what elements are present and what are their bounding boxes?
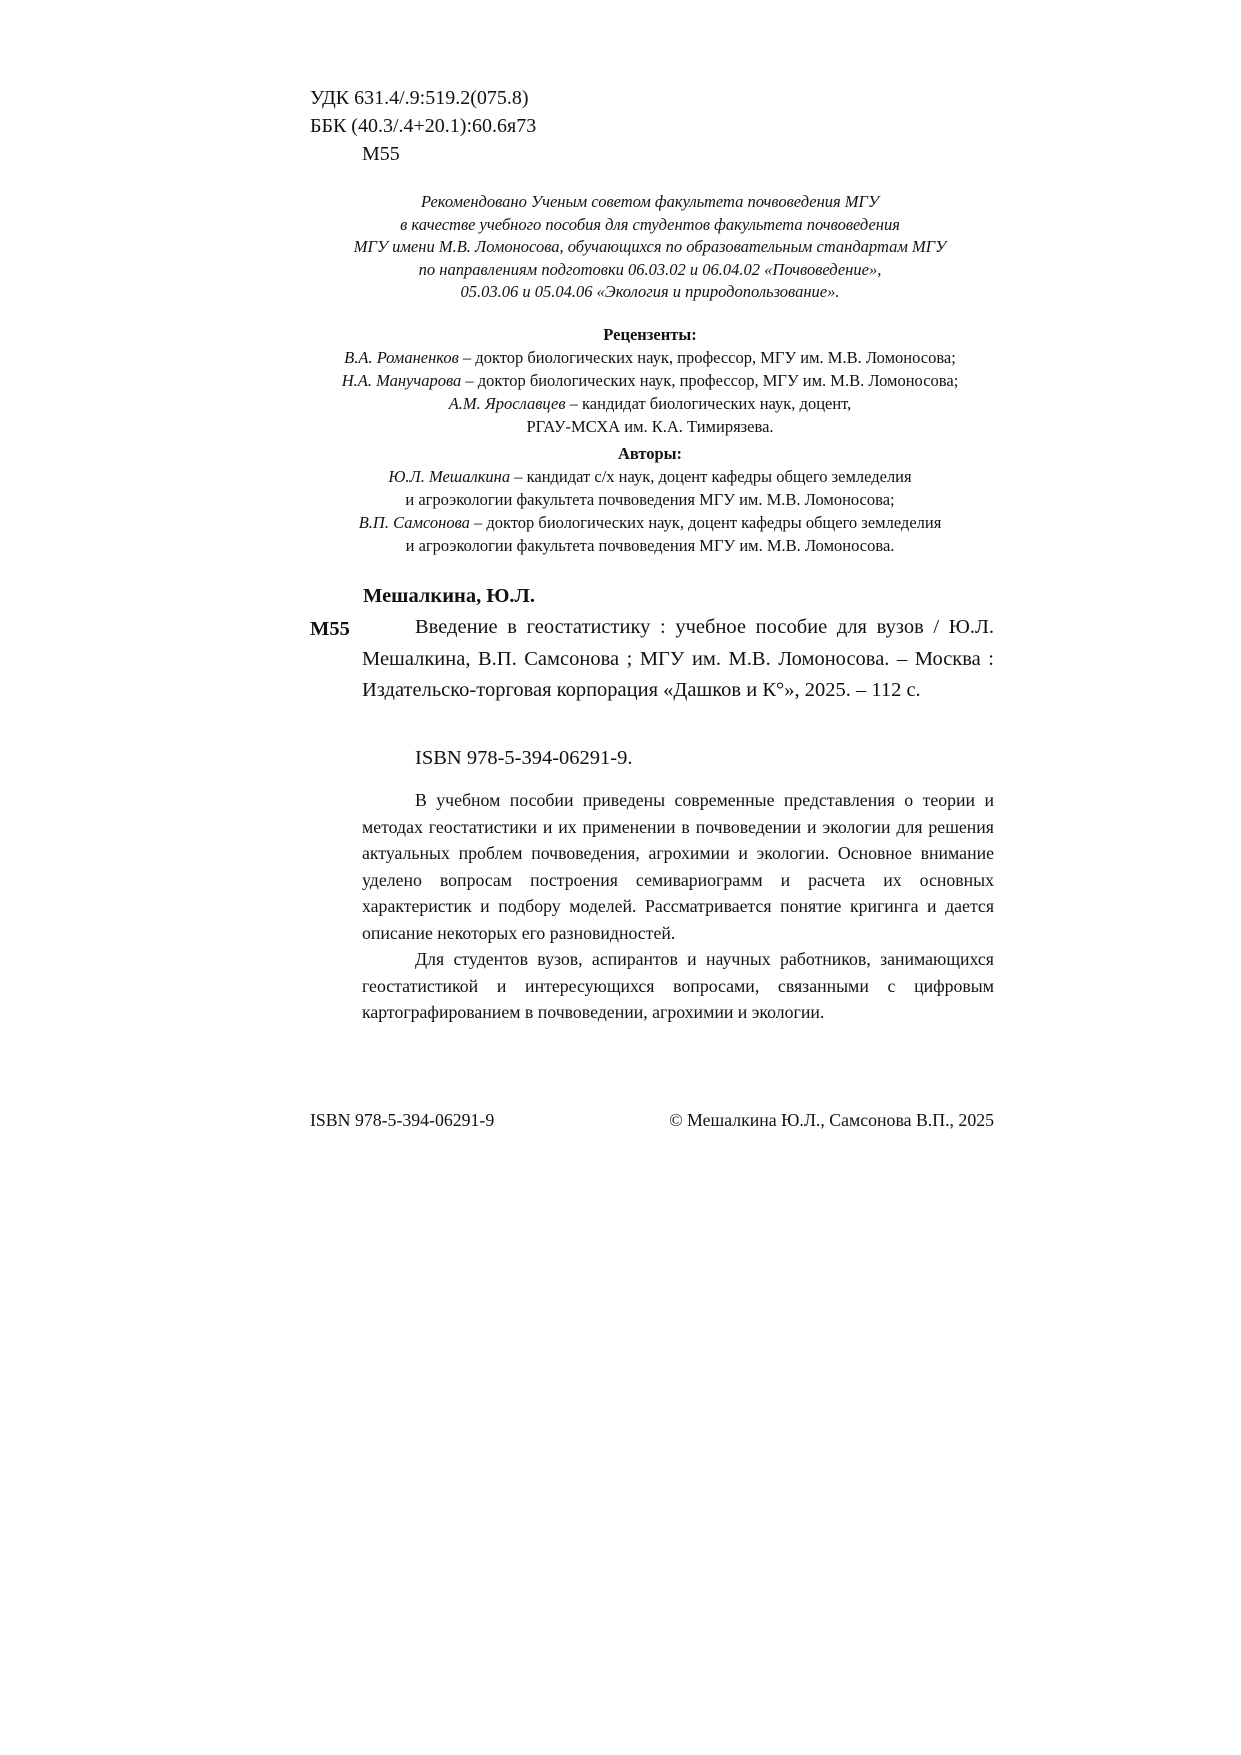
footer-copyright: © Мешалкина Ю.Л., Самсонова В.П., 2025 — [669, 1110, 994, 1130]
catalog-mark: М55 — [310, 618, 350, 640]
classification-codes — [310, 84, 536, 168]
recommendation-line: по направлениям подготовки 06.03.02 и 06.04.02 «Почвоведение», — [418, 259, 882, 279]
author-name: В.П. Самсонова — [358, 513, 470, 532]
authors-title: Авторы: — [617, 444, 683, 463]
author-line — [290, 465, 1010, 488]
abstract-paragraph: Для студентов вузов, аспирантов и научных работников, занимающихся геостатистикой и интересующихся вопросами, связанными с цифровым картографированием в почвоведении, агрохимии и экологии. — [362, 949, 994, 1022]
reviewer-description: – доктор биологических наук, профессор, МГУ им. М.В. Ломоносова; — [461, 371, 959, 390]
udk-code: УДК 631.4/.9:519.2(075.8) — [310, 87, 529, 109]
catalog-heading: Мешалкина, Ю.Л. — [363, 585, 535, 607]
recommendation-block — [290, 191, 1010, 304]
reviewers-title: Рецензенты: — [603, 325, 697, 344]
abstract-paragraph: В учебном пособии приведены современные представления о теории и методах геостатистики и их применении в почвоведении и экологии для решения актуальных проблем почвоведения, агрохимии и экологии. Основное внимание уделено вопросам построения семивариограмм и расчета их основных характеристик и подбору моделей. Рассматривается понятие кригинга и дается описание некоторых его разновидностей. — [362, 790, 994, 943]
reviewer-description: – доктор биологических наук, профессор, МГУ им. М.В. Ломоносова; — [458, 348, 956, 367]
author-description: – доктор биологических наук, доцент кафедры общего земледелия — [469, 513, 942, 532]
author-description: – кандидат с/х наук, доцент кафедры общего земледелия — [510, 467, 912, 486]
reviewer-name: В.А. Романенков — [344, 348, 459, 367]
reviewer-description: – кандидат биологических наук, доцент, — [565, 394, 852, 413]
bbk-code: ББК (40.3/.4+20.1):60.6я73 — [310, 115, 537, 137]
reviewer-line — [290, 346, 1010, 369]
footer-isbn: ISBN 978-5-394-06291-9 — [310, 1110, 495, 1130]
reviewer-line: РГАУ-МСХА им. К.А. Тимирязева. — [526, 417, 774, 436]
recommendation-line: МГУ имени М.В. Ломоносова, обучающихся по образовательным стандартам МГУ — [353, 237, 947, 256]
footer — [310, 1110, 994, 1131]
recommendation-line: 05.03.06 и 05.04.06 «Экология и природопользование». — [460, 282, 840, 301]
author-line — [290, 511, 1010, 534]
author-name: Ю.Л. Мешалкина — [388, 467, 511, 486]
author-line: и агроэкологии факультета почвоведения МГУ им. М.В. Ломоносова; — [405, 490, 895, 509]
authors-block — [290, 443, 1010, 557]
recommendation-line: в качестве учебного пособия для студентов факультета почвоведения — [400, 214, 900, 234]
abstract-block — [362, 787, 994, 1026]
reviewer-name: А.М. Ярославцев — [448, 394, 566, 413]
author-mark-code: М55 — [362, 143, 400, 165]
author-line: и агроэкологии факультета почвоведения МГУ им. М.В. Ломоносова. — [405, 536, 895, 555]
bibliographic-description: Введение в геостатистику : учебное пособие для вузов / Ю.Л. Мешалкина, В.П. Самсонова ; МГУ им. М.В. Ломоносова. – Москва : Издательско-торговая корпорация «Дашков и К°», 2025. – 112 с. — [362, 616, 994, 701]
catalog-isbn: ISBN 978-5-394-06291-9. — [415, 747, 633, 769]
reviewer-name: Н.А. Манучарова — [341, 371, 462, 390]
reviewer-line — [290, 392, 1010, 415]
reviewer-line — [290, 369, 1010, 392]
reviewers-block — [290, 324, 1010, 438]
recommendation-line: Рекомендовано Ученым советом факультета почвоведения МГУ — [420, 192, 880, 211]
